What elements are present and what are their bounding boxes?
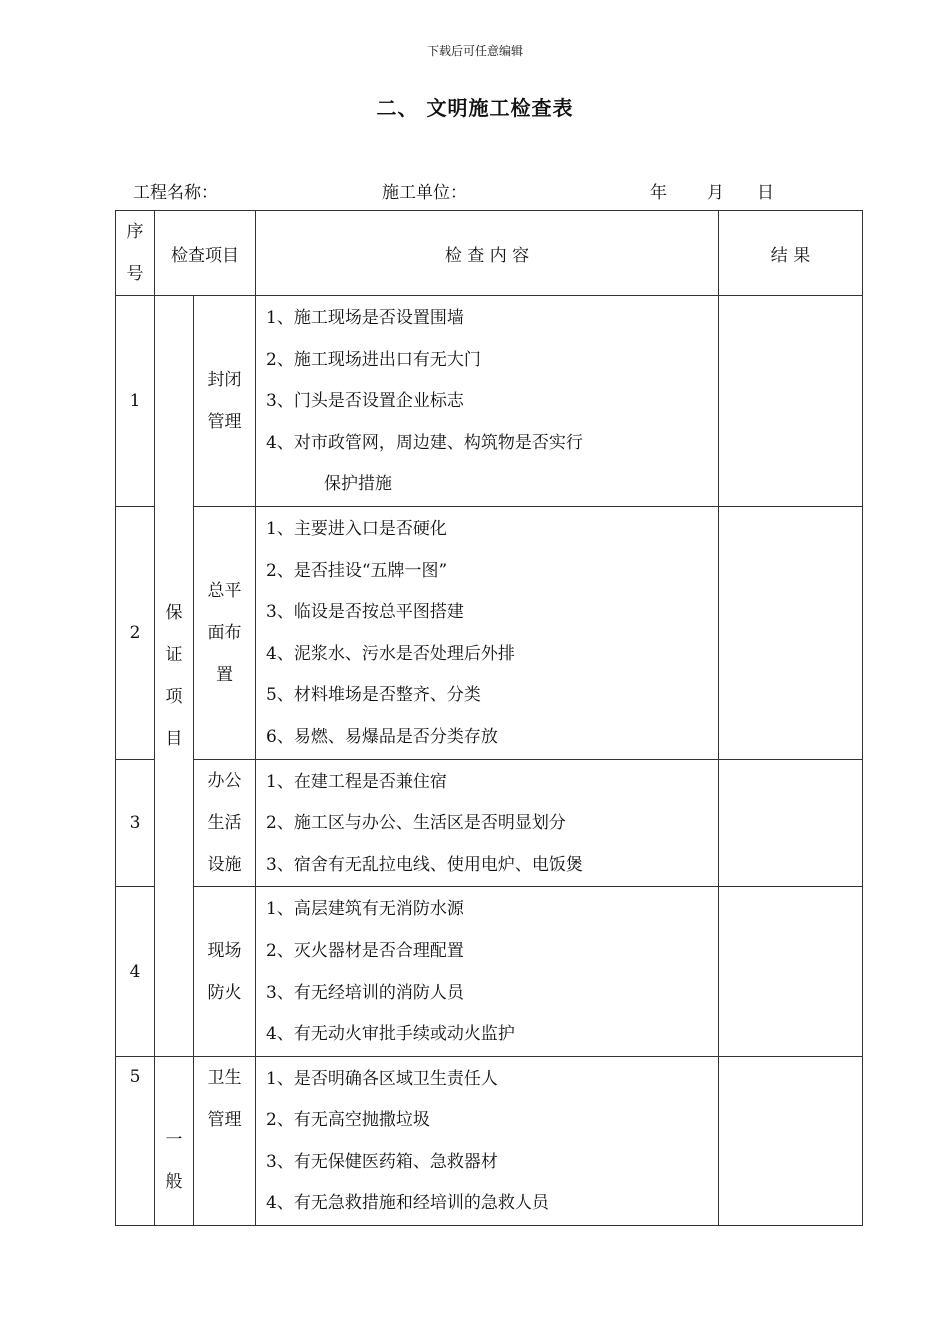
row-seq: 3 — [116, 759, 155, 887]
category-char: 一 — [165, 1129, 183, 1150]
sub-item-line: 置 — [216, 664, 233, 685]
year-label: 年 — [650, 183, 667, 203]
check-line: 3、门头是否设置企业标志 — [266, 391, 464, 412]
check-line: 3、临设是否按总平图搭建 — [266, 602, 464, 623]
table-row — [116, 1056, 863, 1225]
check-line: 1、在建工程是否兼住宿 — [266, 771, 447, 792]
result-cell[interactable] — [719, 759, 863, 887]
category-char: 般 — [165, 1171, 183, 1192]
check-content — [256, 506, 719, 759]
sub-item-line: 管理 — [207, 411, 242, 432]
sub-item-line: 生活 — [207, 812, 242, 833]
check-line: 4、有无动火审批手续或动火监护 — [266, 1024, 515, 1045]
result-cell[interactable] — [719, 887, 863, 1056]
check-line: 5、材料堆场是否整齐、分类 — [266, 685, 481, 706]
header-check-content: 检 查 内 容 — [256, 211, 719, 296]
month-label: 月 — [707, 183, 724, 203]
check-line: 2、灭火器材是否合理配置 — [266, 940, 464, 961]
result-cell[interactable] — [719, 506, 863, 759]
check-line: 2、施工区与办公、生活区是否明显划分 — [266, 813, 566, 834]
check-content — [256, 296, 719, 507]
check-line: 3、有无保健医药箱、急救器材 — [266, 1151, 498, 1172]
check-line-continuation: 保护措施 — [324, 474, 392, 495]
sub-item — [194, 759, 256, 887]
header-seq-char: 序 — [126, 222, 144, 242]
check-line: 6、易燃、易爆品是否分类存放 — [266, 726, 498, 747]
sub-item-line: 封闭 — [207, 369, 242, 390]
sub-item-line: 现场 — [207, 940, 242, 961]
row-seq: 5 — [116, 1056, 155, 1225]
check-line: 4、对市政管网，周边建、构筑物是否实行 — [266, 432, 583, 453]
header-seq-char: 号 — [126, 264, 144, 284]
check-line: 3、宿舍有无乱拉电线、使用电炉、电饭煲 — [266, 854, 583, 875]
sub-item-line: 管理 — [207, 1109, 242, 1130]
sub-item — [194, 506, 256, 759]
table-header-row — [116, 211, 863, 296]
sub-item-line: 面布 — [207, 622, 242, 643]
table-row — [116, 506, 863, 759]
row-seq: 4 — [116, 887, 155, 1056]
row-seq: 2 — [116, 506, 155, 759]
day-label: 日 — [757, 183, 774, 203]
sub-item — [194, 887, 256, 1056]
sub-item-line: 总平 — [207, 580, 242, 601]
check-line: 2、有无高空抛撒垃圾 — [266, 1110, 430, 1131]
check-content — [256, 759, 719, 887]
header-seq — [116, 211, 155, 296]
sub-item — [194, 296, 256, 507]
category-char: 项 — [165, 686, 183, 707]
header-note: 下载后可任意编辑 — [426, 44, 523, 58]
sub-item-line: 防火 — [207, 982, 242, 1003]
check-line: 1、主要进入口是否硬化 — [266, 518, 447, 539]
check-line: 2、施工现场进出口有无大门 — [266, 349, 481, 370]
check-content — [256, 1056, 719, 1225]
table-row — [116, 887, 863, 1056]
check-line: 4、有无急救措施和经培训的急救人员 — [266, 1193, 549, 1214]
check-line: 1、高层建筑有无消防水源 — [266, 899, 464, 920]
page-title: 二、 文明施工检查表 — [376, 96, 574, 120]
table-row — [116, 296, 863, 507]
check-line: 4、泥浆水、污水是否处理后外排 — [266, 643, 515, 664]
category-guaranteed-items — [155, 296, 194, 1057]
check-line: 1、施工现场是否设置围墙 — [266, 308, 464, 328]
result-cell[interactable] — [719, 1056, 863, 1225]
construction-unit-label: 施工单位： — [382, 183, 467, 203]
sub-item-line: 办公 — [207, 770, 242, 791]
sub-item-line: 卫生 — [207, 1067, 242, 1088]
check-line: 3、有无经培训的消防人员 — [266, 982, 464, 1003]
row-seq: 1 — [116, 296, 155, 507]
category-char: 保 — [165, 602, 183, 623]
category-general-items — [155, 1056, 194, 1225]
check-line: 1、是否明确各区域卫生责任人 — [266, 1068, 498, 1089]
sub-item-line: 设施 — [207, 854, 242, 875]
check-content — [256, 887, 719, 1056]
sub-item — [194, 1056, 256, 1225]
project-name-label: 工程名称： — [133, 183, 218, 203]
category-char: 目 — [165, 728, 183, 749]
category-char: 证 — [165, 644, 183, 665]
header-check-item: 检查项目 — [155, 211, 256, 296]
header-result: 结 果 — [719, 211, 863, 296]
inspection-table — [115, 210, 863, 1226]
check-line: 2、是否挂设“五牌一图” — [266, 560, 448, 581]
table-row — [116, 759, 863, 887]
result-cell[interactable] — [719, 296, 863, 507]
